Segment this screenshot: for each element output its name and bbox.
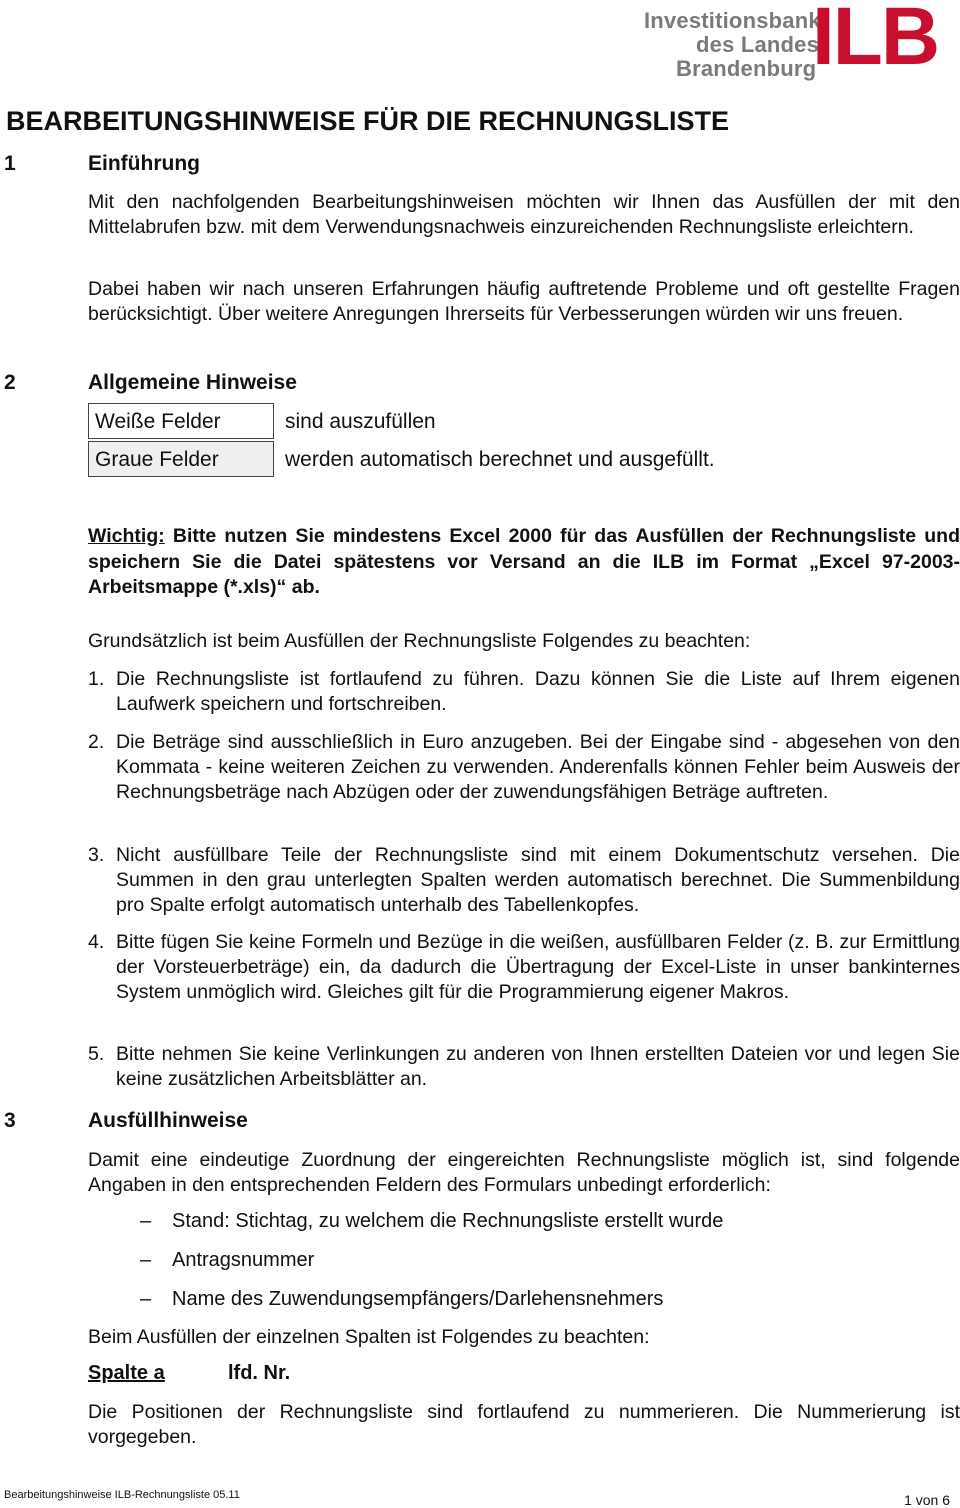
- section-2-heading: [4, 371, 604, 397]
- important-note: [88, 524, 960, 601]
- rule-item-3-number: 3.: [88, 844, 105, 866]
- rule-item-1: [88, 667, 960, 717]
- section-3-heading: [4, 1109, 604, 1135]
- legend-gray-fields-text: werden automatisch berechnet und ausgefüllt.: [285, 448, 715, 471]
- intro-paragraph-1: Mit den nachfolgenden Bearbeitungshinweisen möchten wir Ihnen das Ausfüllen der mit den Mittelabrufen bzw. mit dem Verwendungsnachweis einzureichenden Rechnungsliste erleichtern.: [88, 191, 960, 238]
- footer-document-name: Bearbeitungshinweise ILB-Rechnungsliste 05.11: [4, 1489, 240, 1501]
- important-text: Bitte nutzen Sie mindestens Excel 2000 für das Ausfüllen der Rechnungsliste und speichern Sie die Datei spätestens vor Versand an die ILB im Format „Excel 97-2003-Arbeitsmappe (*.xls)“ ab.: [88, 525, 960, 598]
- section-1-title: Einführung: [88, 152, 200, 175]
- logo-line-1: Investitionsbank: [644, 8, 821, 33]
- intro-paragraph-2: Dabei haben wir nach unseren Erfahrungen häufig auftretende Probleme und oft gestellte Fragen berücksichtigt. Über weitere Anregungen Ihrerseits für Verbesserungen würden wir uns freuen.: [88, 278, 960, 325]
- footer-page-number: 1 von 6: [904, 1492, 950, 1508]
- rule-item-2-text: Die Beträge sind ausschließlich in Euro anzugeben. Bei der Eingabe sind - abgesehen von den Kommata - keine weiteren Zeichen zu verwenden. Anderenfalls können Fehler beim Ausweis der Rechnungsbeträge nach Abzügen oder der zuwendungsfähigen Beträge auftreten.: [116, 731, 960, 803]
- rule-item-1-text: Die Rechnungsliste ist fortlaufend zu führen. Dazu können Sie die Liste auf Ihrem eigenen Laufwerk speichern und fortschreiben.: [116, 668, 960, 715]
- legend-gray-fields-box: Graue Felder: [88, 441, 274, 477]
- dash-bullet: –: [140, 1210, 152, 1232]
- logo-line-3: Brandenburg: [676, 56, 817, 81]
- rule-item-5-text: Bitte nehmen Sie keine Verlinkungen zu anderen von Ihnen erstellten Dateien vor und legen Sie keine zusätzlichen Arbeitsblätter an.: [116, 1043, 960, 1090]
- rule-item-3: [88, 843, 960, 918]
- rule-item-5: [88, 1042, 960, 1092]
- fill-paragraph-3: Die Positionen der Rechnungsliste sind fortlaufend zu nummerieren. Die Nummerierung ist vorgegeben.: [88, 1401, 960, 1448]
- required-field-antragsnummer-text: Antragsnummer: [172, 1249, 315, 1271]
- important-label: Wichtig:: [88, 525, 165, 547]
- rule-item-5-number: 5.: [88, 1043, 105, 1065]
- dash-bullet: –: [140, 1249, 152, 1271]
- rule-item-4-number: 4.: [88, 931, 105, 953]
- rule-item-2-number: 2.: [88, 731, 105, 753]
- fill-paragraph-1: Damit eine eindeutige Zuordnung der eingereichten Rechnungsliste möglich ist, sind folgende Angaben in den entsprechenden Feldern des Formulars unbedingt erforderlich:: [88, 1149, 960, 1196]
- logo-line-2: des Landes: [696, 32, 820, 57]
- section-2-number: 2: [4, 371, 16, 394]
- dash-bullet: –: [140, 1288, 152, 1310]
- column-a-label: Spalte a: [88, 1362, 165, 1384]
- rule-item-3-text: Nicht ausfüllbare Teile der Rechnungsliste sind mit einem Dokumentschutz versehen. Die Summen in den grau unterlegten Spalten werden automatisch berechnet. Die Summenbildung pro Spalte erfolgt automatisch unterhalb des Tabellenkopfes.: [116, 844, 960, 916]
- rules-intro: Grundsätzlich ist beim Ausfüllen der Rechnungsliste Folgendes zu beachten:: [88, 630, 751, 652]
- rule-item-4-text: Bitte fügen Sie keine Formeln und Bezüge in die weißen, ausfüllbaren Felder (z. B. zur Ermittlung der Vorsteuerbeträge) ein, da dadurch die Übertragung der Excel-Liste in unser bankinternes System unmöglich wird. Gleiches gilt für die Programmierung eigener Makros.: [116, 931, 960, 1003]
- legend-white-fields-box: Weiße Felder: [88, 403, 274, 439]
- section-1-heading: [4, 152, 604, 178]
- section-3-title: Ausfüllhinweise: [88, 1109, 248, 1132]
- section-1-number: 1: [4, 152, 16, 175]
- rule-item-2: [88, 730, 960, 805]
- required-field-stand-text: Stand: Stichtag, zu welchem die Rechnungsliste erstellt wurde: [172, 1210, 724, 1232]
- document-title: BEARBEITUNGSHINWEISE FÜR DIE RECHNUNGSLISTE: [6, 106, 730, 136]
- logo-mark: ILB: [812, 0, 939, 82]
- rule-item-4: [88, 930, 960, 1005]
- section-3-number: 3: [4, 1109, 16, 1132]
- fill-paragraph-2: Beim Ausfüllen der einzelnen Spalten ist Folgendes zu beachten:: [88, 1326, 650, 1348]
- legend-white-fields-text: sind auszufüllen: [285, 410, 436, 433]
- section-2-title: Allgemeine Hinweise: [88, 371, 297, 394]
- column-a-name: lfd. Nr.: [228, 1362, 291, 1384]
- required-field-name-text: Name des Zuwendungsempfängers/Darlehensnehmers: [172, 1288, 664, 1310]
- ilb-logo: [640, 2, 950, 82]
- rule-item-1-number: 1.: [88, 668, 105, 690]
- column-a-heading: [88, 1362, 291, 1385]
